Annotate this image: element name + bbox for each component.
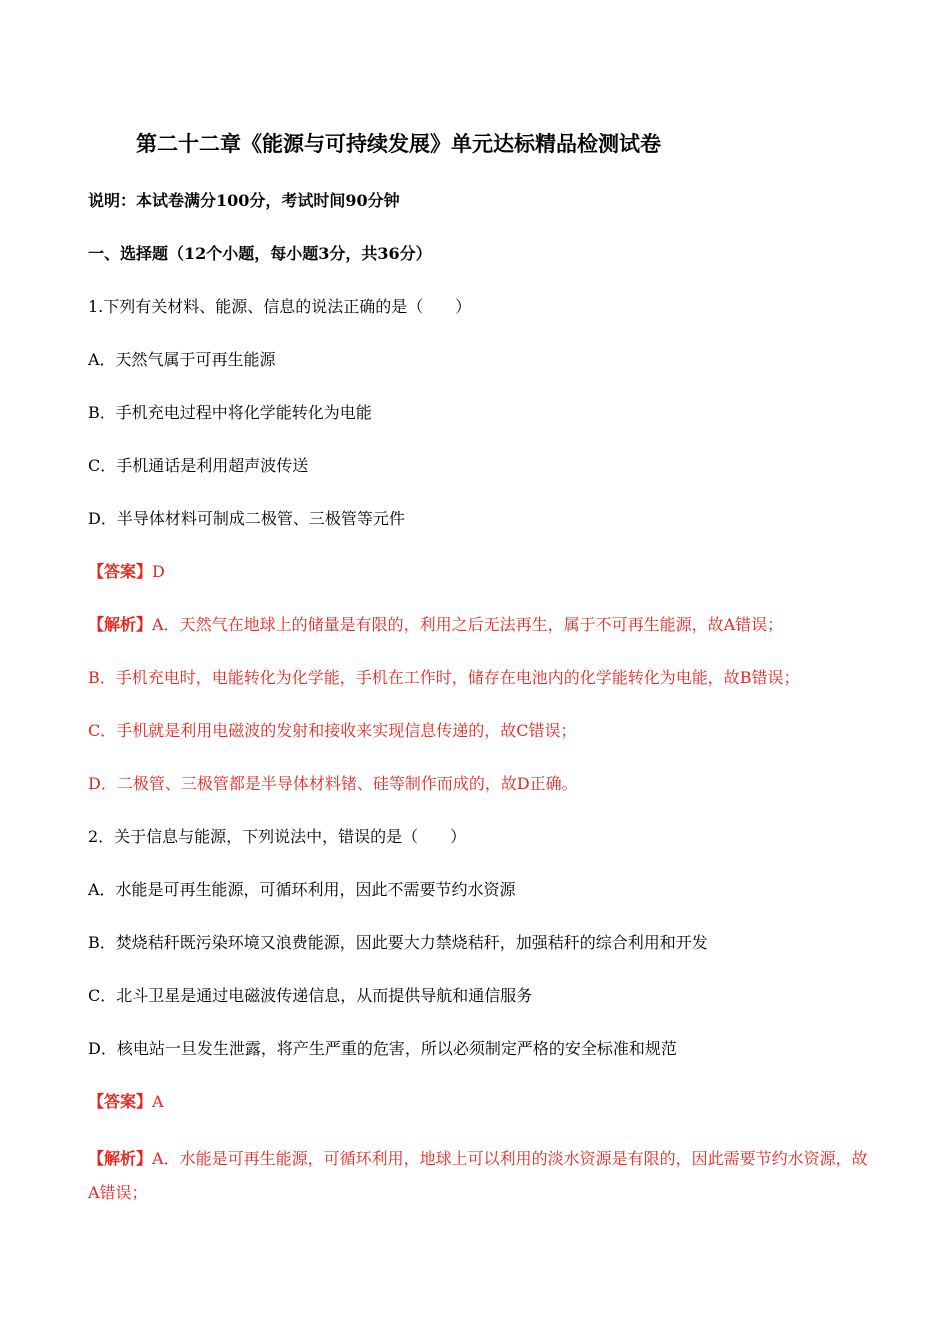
question-2-option-a: A．水能是可再生能源，可循环利用，因此不需要节约水资源 (88, 880, 516, 899)
question-2-option-c: C．北斗卫星是通过电磁波传递信息，从而提供导航和通信服务 (88, 986, 533, 1005)
section-heading: 一、选择题（12个小题，每小题3分，共36分） (88, 244, 432, 263)
answer-value: D (152, 562, 165, 581)
question-1-option-d: D．半导体材料可制成二极管、三极管等元件 (88, 509, 405, 528)
analysis-tag: 【解析】 (88, 1149, 153, 1168)
question-1-stem: 1.下列有关材料、能源、信息的说法正确的是（ ） (88, 297, 472, 316)
question-1-option-a: A．天然气属于可再生能源 (88, 350, 276, 369)
analysis-tag: 【解析】 (88, 615, 153, 634)
answer-tag: 【答案】 (88, 1092, 153, 1111)
question-1-analysis-line-3: C．手机就是利用电磁波的发射和接收来实现信息传递的，故C错误； (88, 721, 577, 740)
question-2-answer (88, 1091, 868, 1113)
question-1-analysis-line-4: D．二极管、三极管都是半导体材料锗、硅等制作而成的，故D正确。 (88, 774, 578, 793)
question-1-option-b: B．手机充电过程中将化学能转化为电能 (88, 403, 372, 422)
answer-tag: 【答案】 (88, 562, 153, 581)
question-2-option-b: B．焚烧秸秆既污染环境又浪费能源，因此要大力禁烧秸秆，加强秸秆的综合利用和开发 (88, 933, 708, 952)
analysis-text: A．天然气在地球上的储量是有限的，利用之后无法再生，属于不可再生能源，故A错误； (152, 615, 784, 634)
question-2-analysis (88, 1142, 868, 1210)
question-1-option-c: C．手机通话是利用超声波传送 (88, 456, 309, 475)
answer-value: A (152, 1092, 164, 1111)
question-2-stem: 2．关于信息与能源，下列说法中，错误的是（ ） (88, 827, 467, 846)
question-1-analysis-line-1 (88, 614, 868, 636)
question-1-analysis-line-2: B．手机充电时，电能转化为化学能，手机在工作时，储存在电池内的化学能转化为电能，故B错误； (88, 668, 800, 687)
question-2-option-d: D．核电站一旦发生泄露，将产生严重的危害，所以必须制定严格的安全标准和规范 (88, 1039, 677, 1058)
question-1-answer (88, 561, 868, 583)
analysis-text: A．水能是可再生能源，可循环利用，地球上可以利用的淡水资源是有限的，因此需要节约水资源，故A错误； (88, 1149, 868, 1202)
exam-instructions: 说明：本试卷满分100分，考试时间90分钟 (88, 191, 400, 210)
exam-title: 第二十二章《能源与可持续发展》单元达标精品检测试卷 (136, 131, 661, 156)
